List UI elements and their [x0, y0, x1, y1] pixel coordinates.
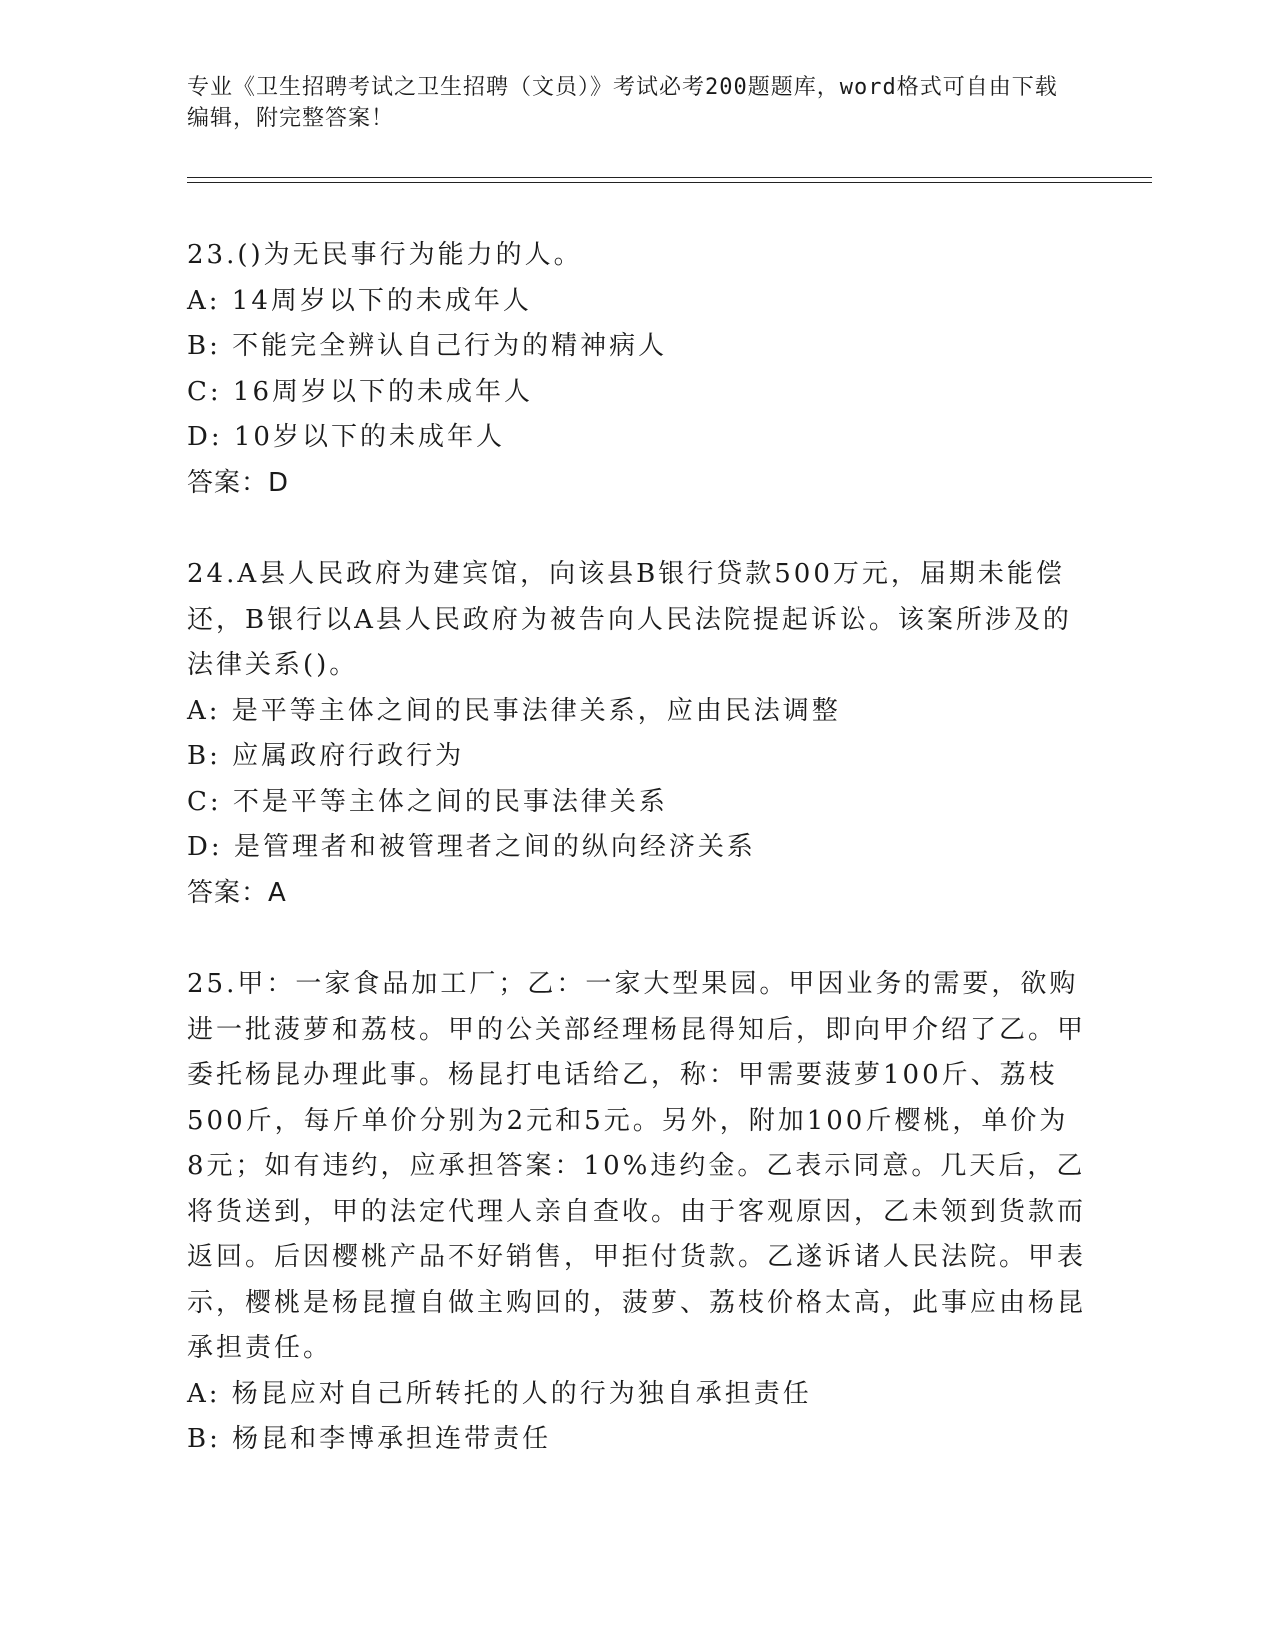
option-a: A: 杨昆应对自己所转托的人的行为独自承担责任 [187, 1378, 812, 1409]
option-a: A: 是平等主体之间的民事法律关系，应由民法调整 [187, 695, 841, 726]
question-25 [187, 962, 1087, 1463]
header-divider-top [187, 177, 1152, 178]
header-divider-bottom [187, 182, 1152, 183]
option-d: D: 10岁以下的未成年人 [187, 422, 505, 452]
option-a: A: 14周岁以下的未成年人 [187, 285, 532, 316]
question-24 [187, 552, 1087, 916]
question-23 [187, 233, 1087, 506]
question-list [187, 233, 1087, 1509]
document-header: 专业《卫生招聘考试之卫生招聘（文员）》考试必考200题题库，word格式可自由下载编辑，附完整答案！ [187, 75, 1058, 131]
answer: 答案：A [187, 877, 287, 908]
option-d: D: 是管理者和被管理者之间的纵向经济关系 [187, 832, 756, 862]
question-stem: 24.A县人民政府为建宾馆，向该县B银行贷款500万元，届期未能偿还，B银行以A县人民政府为被告向人民法院提起诉讼。该案所涉及的法律关系()。 [187, 559, 1072, 680]
option-b: B: 不能完全辨认自己行为的精神病人 [187, 331, 668, 361]
option-c: C: 不是平等主体之间的民事法律关系 [187, 786, 668, 817]
option-b: B: 应属政府行政行为 [187, 741, 465, 771]
option-b: B: 杨昆和李博承担连带责任 [187, 1424, 552, 1454]
question-stem: 23.()为无民事行为能力的人。 [187, 240, 583, 270]
question-stem: 25.甲：一家食品加工厂；乙：一家大型果园。甲因业务的需要，欲购进一批菠萝和荔枝。甲的公关部经理杨昆得知后，即向甲介绍了乙。甲委托杨昆办理此事。杨昆打电话给乙，称：甲需要菠萝100斤、荔枝500斤，每斤单价分别为2元和5元。另外，附加100斤樱桃，单价为8元；如有违约，应承担答案：10%违约金。乙表示同意。几天后，乙将货送到，甲的法定代理人亲自查收。由于客观原因，乙未领到货款而返回。后因樱桃产品不好销售，甲拒付货款。乙遂诉诸人民法院。甲表示，樱桃是杨昆擅自做主购回的，菠萝、荔枝价格太高，此事应由杨昆承担责任。 [187, 969, 1087, 1363]
answer: 答案：D [187, 467, 290, 498]
option-c: C: 16周岁以下的未成年人 [187, 376, 534, 407]
